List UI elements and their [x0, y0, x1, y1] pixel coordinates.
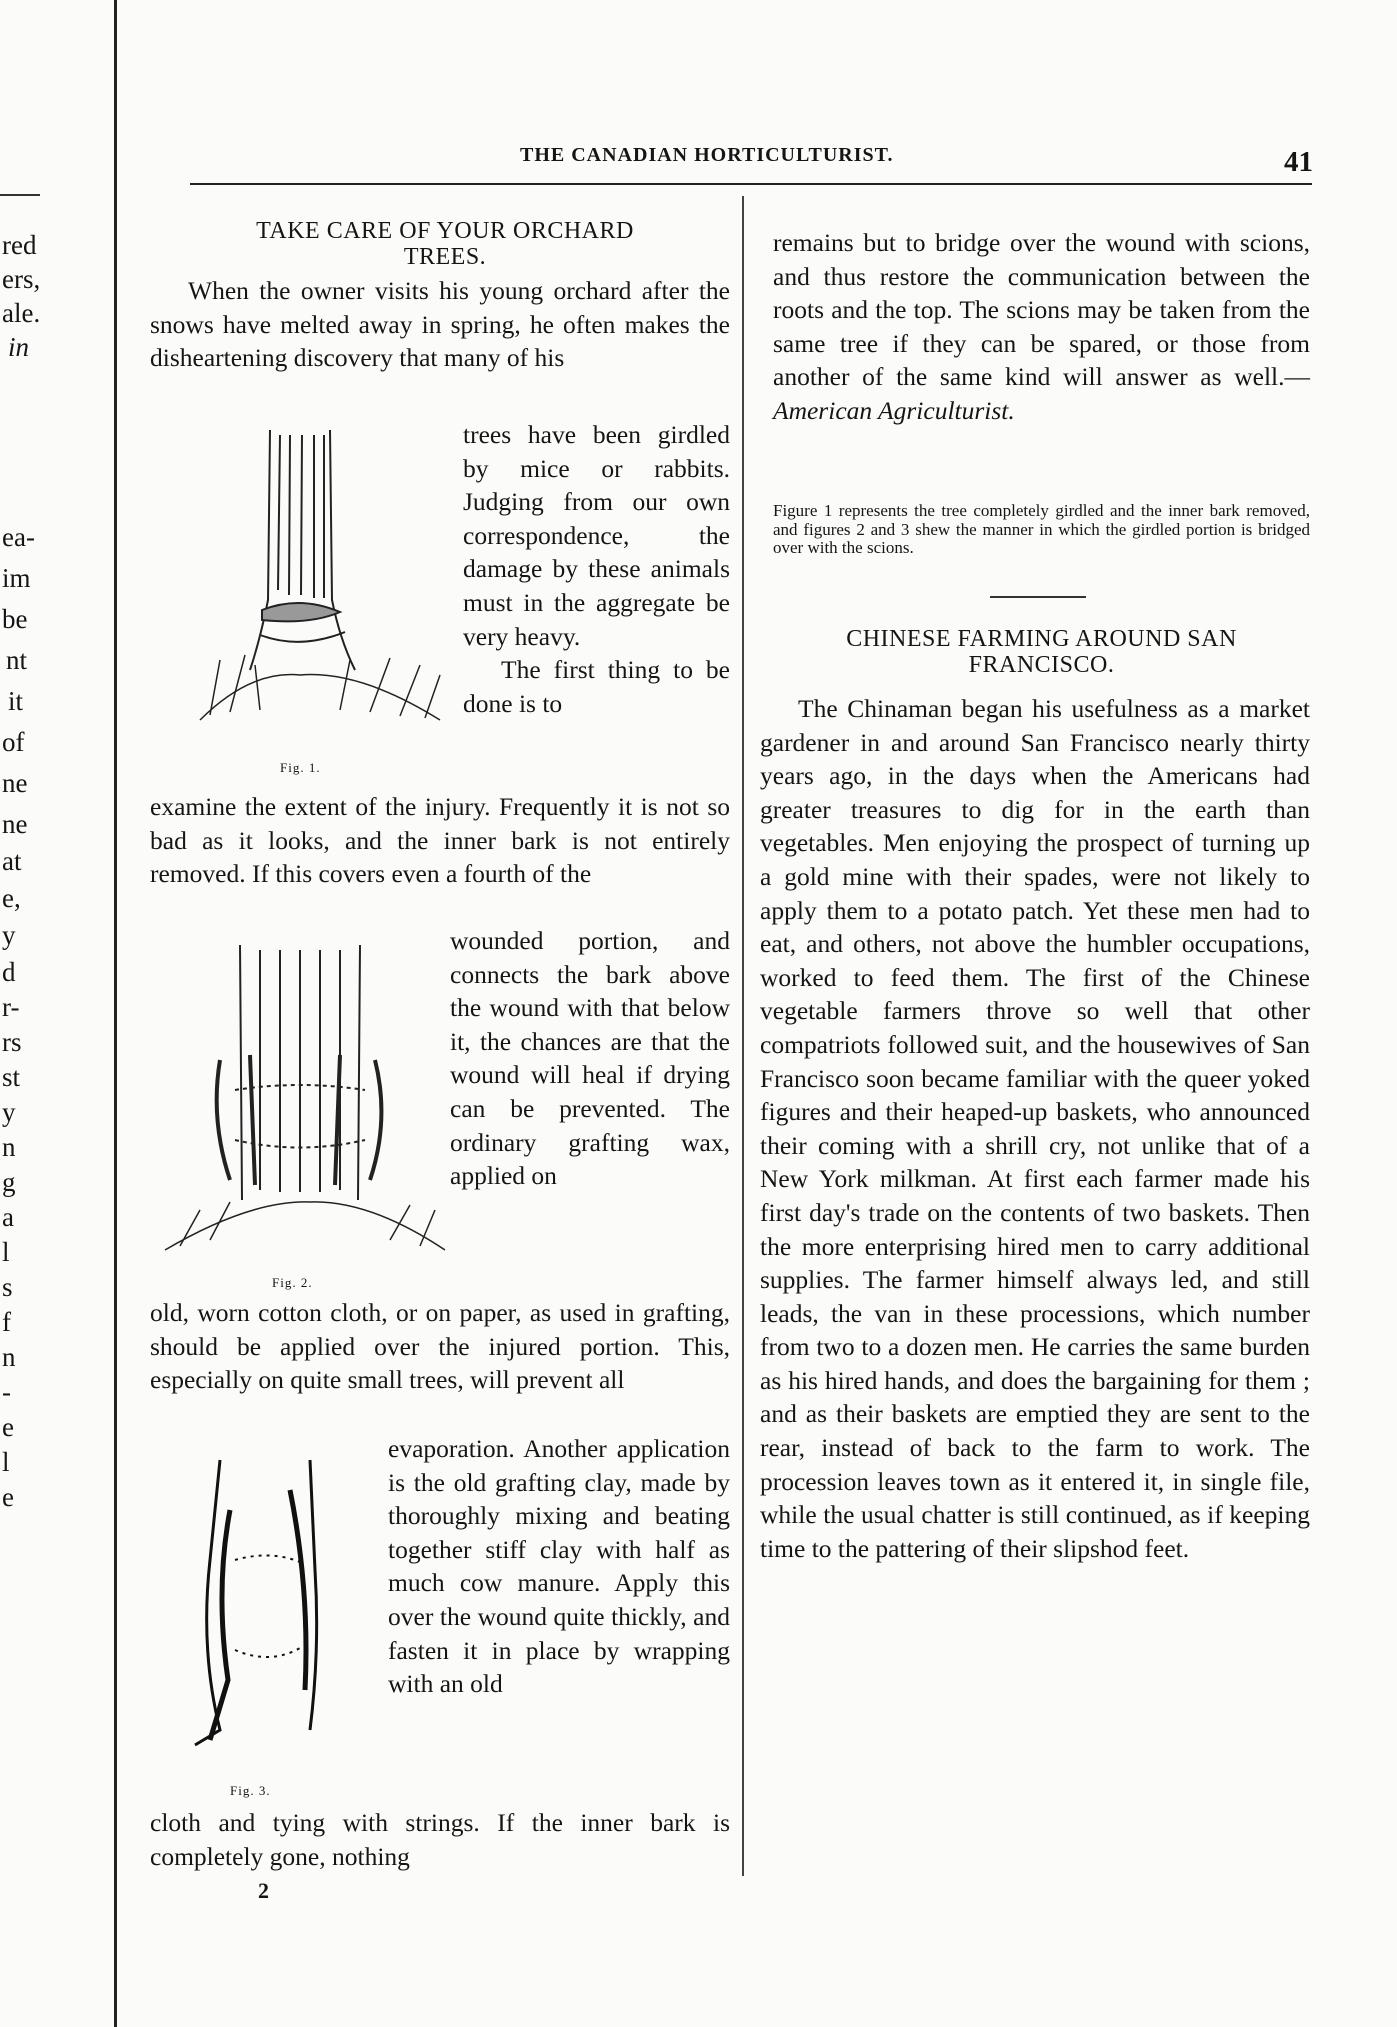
text-beside-figure-3: evaporation. Another application is the old grafting clay, made by thoroughly mixing and beating together stiff clay with half as much cow manure. Apply this over the wound quite thickly, and fasten it in place by wrapping with an old: [388, 1434, 730, 1699]
section-rule: [990, 596, 1086, 598]
running-title: THE CANADIAN HORTICULTURIST.: [520, 144, 894, 166]
figure-2-bridged-tree: [160, 940, 450, 1260]
article-continuation: remains but to bridge over the wound with scions, and thus restore the communication between the roots and the top. The scions may be taken from the same tree if they can be spared, or those from another of the same kind will answer as well.—American Agriculturist.: [773, 228, 1310, 425]
margin-fragment: ea-: [2, 522, 35, 552]
figure-3-scions-diagram: [180, 1450, 380, 1750]
signature-mark: 2: [258, 1878, 269, 1903]
source-credit: American Agriculturist.: [773, 395, 1015, 425]
margin-fragment: im: [2, 563, 31, 593]
margin-fragment: of: [2, 727, 25, 757]
scions-diagram: [180, 1450, 380, 1750]
page-number: 41: [1284, 146, 1313, 178]
article-title: [150, 218, 740, 270]
article-paragraph: cloth and tying with strings. If the inner bark is completely gone, nothing: [150, 1808, 730, 1871]
margin-fragment: be: [2, 604, 28, 634]
margin-fragment: at: [2, 846, 22, 876]
margin-fragment: r-: [2, 992, 20, 1022]
margin-fragment: red: [2, 230, 37, 260]
figure-1-girdled-tree: [190, 420, 450, 740]
article-title-line: FRANCISCO.: [968, 652, 1115, 678]
article-title-line: TREES.: [403, 244, 487, 270]
margin-fragment: l: [2, 1237, 10, 1267]
margin-fragment: y: [2, 920, 16, 950]
margin-fragment: g: [2, 1167, 16, 1197]
figure-2-caption: Fig. 2.: [272, 1275, 313, 1290]
figure-3-caption: Fig. 3.: [230, 1783, 271, 1798]
margin-fragment: n: [2, 1132, 16, 1162]
margin-fragment: in: [8, 332, 30, 362]
margin-fragment: nt: [6, 645, 28, 675]
article-paragraph: old, worn cotton cloth, or on paper, as used in grafting, should be applied over the injured portion. This, especially on quite small trees, will prevent all: [150, 1298, 730, 1395]
margin-fragment: ale.: [2, 298, 41, 328]
margin-fragment: it: [8, 686, 24, 716]
article-2-body: The Chinaman began his usefulness as a market gardener in and around San Francisco nearly thirty years ago, in the days when the Americans had greater treasures to dig for in the earth than vegetables. Men enjoying the prospect of turning up a gold mine with their spades, were not likely to apply them to a potato patch. Yet these men had to eat, and others, not above the humbler occupations, worked to feed them. The first of the Chinese vegetable farmers throve so well that other compatriots followed suit, and the housewives of San Francisco soon became familiar with the queer yoked figures and their heaped-up baskets, who announced their coming with a shrill cry, not unlike that of a New York milkman. At first each farmer made his first day's trade on the contents of two baskets. Then the more enterprising hired men to carry additional supplies. The farmer himself always led, and still leads, the van in these processions, which number from two to a dozen men. He carries the same burden as his hired hands, and does the bargaining for them ; and as their baskets are emptied they are sent to the rear, instead of back to the farm to work. The procession leaves town as it entered it, in single file, while the usual chatter is still continued, as if keeping time to the pattering of their slipshod feet.: [760, 694, 1310, 1563]
margin-fragment: n: [2, 1342, 16, 1372]
header-rule: [190, 183, 1312, 185]
margin-fragment: d: [2, 957, 16, 987]
margin-fragment: -: [2, 1377, 11, 1407]
figure-note: Figure 1 represents the tree completely girdled and the inner bark removed, and figures 2 and 3 shew the manner in which the girdled portion is bridged over with the scions.: [773, 501, 1310, 557]
margin-fragment: f: [2, 1307, 11, 1337]
girdled-tree-illustration: [190, 420, 450, 740]
figure-1-caption: Fig. 1.: [280, 760, 321, 775]
previous-page-header-rule: [0, 194, 40, 196]
margin-fragment: st: [2, 1062, 21, 1092]
margin-fragment: s: [2, 1272, 13, 1302]
margin-fragment: ne: [2, 809, 28, 839]
article-title-line: CHINESE FARMING AROUND SAN: [846, 626, 1237, 652]
margin-fragment: e: [2, 1482, 14, 1512]
margin-fragment: ers,: [2, 264, 41, 294]
margin-fragment: l: [2, 1447, 10, 1477]
article-title-line: TAKE CARE OF YOUR ORCHARD: [256, 218, 634, 244]
margin-fragment: rs: [2, 1027, 22, 1057]
article-paragraph: When the owner visits his young orchard after the snows have melted away in spring, he often makes the disheartening discovery that many of his: [150, 276, 730, 373]
margin-fragment: ne: [2, 768, 28, 798]
margin-fragment: a: [2, 1202, 14, 1232]
bridge-grafted-tree-illustration: [160, 940, 450, 1260]
text-beside-figure-2: wounded portion, and connects the bark above the wound with that below it, the chances are that the wound will heal if drying can be prevented. The ordinary grafting wax, applied on: [450, 926, 730, 1191]
page-gutter-line: [114, 0, 117, 2027]
article-2-title: [773, 626, 1310, 678]
article-paragraph: examine the extent of the injury. Frequently it is not so bad as it looks, and the inner bark is not entirely removed. If this covers even a fourth of the: [150, 792, 730, 889]
margin-fragment: y: [2, 1097, 16, 1127]
column-divider: [742, 196, 744, 1876]
margin-fragment: e: [2, 1412, 14, 1442]
margin-fragment: e,: [2, 883, 21, 913]
text-beside-figure-1: trees have been girdled by mice or rabbits. Judging from our own correspondence, the damage by these animals must in the aggregate be very heavy. The first thing to be done is to: [463, 420, 730, 718]
